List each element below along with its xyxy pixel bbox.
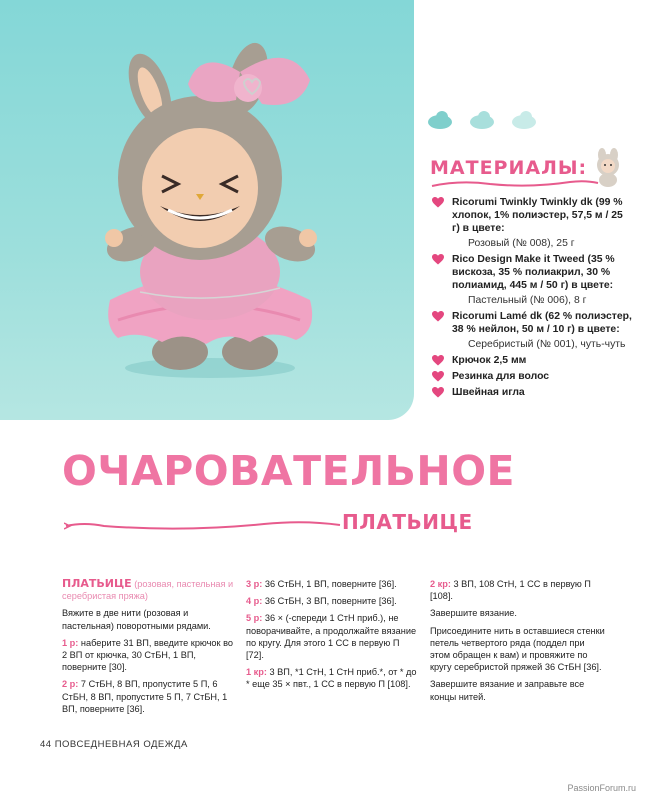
row-text: 36 СтБН, 1 ВП, поверните [36].: [264, 579, 397, 589]
row-label: 5 р:: [246, 613, 263, 624]
material-color: Розовый (№ 008), 25 г: [468, 238, 575, 249]
row-instruction: [246, 612, 418, 661]
material-color: Серебристый (№ 001), чуть-чуть: [468, 339, 626, 350]
amigurumi-illustration: [0, 0, 414, 420]
material-name: Rico Design Make it Tweed (35 % вискоза, 35 % полиакрил, 30 % полиамид, 445 м / 50 г) в цвете:: [452, 254, 615, 291]
heart-bullet-icon: [432, 311, 444, 322]
section-title: ПЛАТЬИЦЕ: [62, 577, 132, 590]
material-name: Крючок 2,5 мм: [452, 355, 527, 366]
instruction-text: Присоедините нить в оставшиеся стенки петель четвертого ряда (поддел при этом обращен к вам) и провяжите по кругу серебристой пряжей 36 СтБН [36].: [430, 625, 605, 673]
list-item: [432, 386, 632, 399]
list-item: [432, 354, 632, 367]
title-decor-line: [64, 514, 344, 536]
list-item: [432, 196, 632, 250]
cloud-icons: [426, 108, 546, 130]
material-name: Резинка для волос: [452, 371, 550, 382]
row-instruction: [246, 578, 418, 590]
heart-bullet-icon: [432, 355, 444, 366]
row-text: 3 ВП, *1 СтН, 1 СтН приб.*, от * до * еще 35 × пвт., 1 СС в первую П [108].: [246, 667, 417, 690]
material-color: Пастельный (№ 006), 8 г: [468, 295, 587, 306]
row-instruction: [62, 637, 234, 674]
row-instruction: [62, 678, 234, 715]
instructions-column-3: [430, 578, 606, 708]
heart-bullet-icon: [432, 254, 444, 265]
cloud-icon: [470, 111, 494, 129]
product-photo: [0, 0, 414, 420]
row-instruction: [246, 595, 418, 607]
material-name: Ricorumi Lamé dk (62 % полиэстер, 38 % нейлон, 50 м / 10 г) в цвете:: [452, 311, 632, 335]
row-label: 2 кр:: [430, 579, 451, 589]
instruction-text: Завершите вязание.: [430, 608, 517, 619]
row-text: наберите 31 ВП, введите крючок во 2 ВП от крючка, 30 СтБН, 1 ВП, поверните [30].: [62, 637, 233, 673]
instructions-column-2: [246, 578, 418, 696]
page-number: 44: [40, 739, 52, 750]
row-label: 1 р:: [62, 637, 79, 648]
materials-list: [432, 196, 632, 402]
material-name: Швейная игла: [452, 387, 525, 398]
materials-title: МАТЕРИАЛЫ:: [430, 157, 588, 179]
row-text: 36 СтБН, 3 ВП, поверните [36].: [264, 596, 397, 607]
row-text: 3 ВП, 108 СтН, 1 СС в первую П [108].: [430, 579, 591, 602]
materials-underline: [430, 176, 600, 190]
cloud-icon: [512, 111, 536, 129]
row-instruction: [246, 666, 418, 690]
section-note: (розовая, пастельная и серебристая пряжа): [62, 579, 234, 602]
row-label: 3 р:: [246, 579, 263, 589]
heart-bullet-icon: [432, 387, 444, 398]
page-footer: [40, 739, 188, 750]
instructions-column-1: [62, 578, 234, 720]
intro-text: Вяжите в две нити (розовая и пастельная) поворотными рядами.: [62, 608, 211, 631]
page-title: ОЧАРОВАТЕЛЬНОЕ: [62, 447, 516, 495]
row-label: 4 р:: [246, 596, 263, 607]
row-instruction: [430, 578, 606, 602]
row-text: 7 СтБН, 8 ВП, пропустите 5 П, 6 СтБН, 8 ВП, пропустите 5 П, 7 СтБН, 1 ВП, поверните [36].: [62, 679, 228, 714]
row-label: 2 р:: [62, 679, 79, 690]
list-item: [432, 370, 632, 383]
list-item: [432, 253, 632, 307]
heart-bullet-icon: [432, 371, 444, 382]
cloud-icon: [428, 111, 452, 129]
heart-bullet-icon: [432, 197, 444, 208]
row-label: 1 кр:: [246, 667, 267, 678]
list-item: [432, 310, 632, 351]
instruction-text: Завершите вязание и заправьте все концы нитей.: [430, 679, 585, 702]
section-name: ПОВСЕДНЕВНАЯ ОДЕЖДА: [54, 739, 188, 750]
row-text: 36 × (-спереди 1 СтН приб.), не поворачивайте, а продолжайте вязание по кругу. Для этого 1 СС в первую П [72].: [246, 613, 417, 661]
material-name: Ricorumi Twinkly Twinkly dk (99 % хлопок, 1% полиэстер, 57,5 м / 25 г) в цвете:: [452, 197, 623, 234]
page-subtitle: ПЛАТЬИЦЕ: [342, 510, 473, 534]
watermark: PassionForum.ru: [567, 783, 636, 793]
